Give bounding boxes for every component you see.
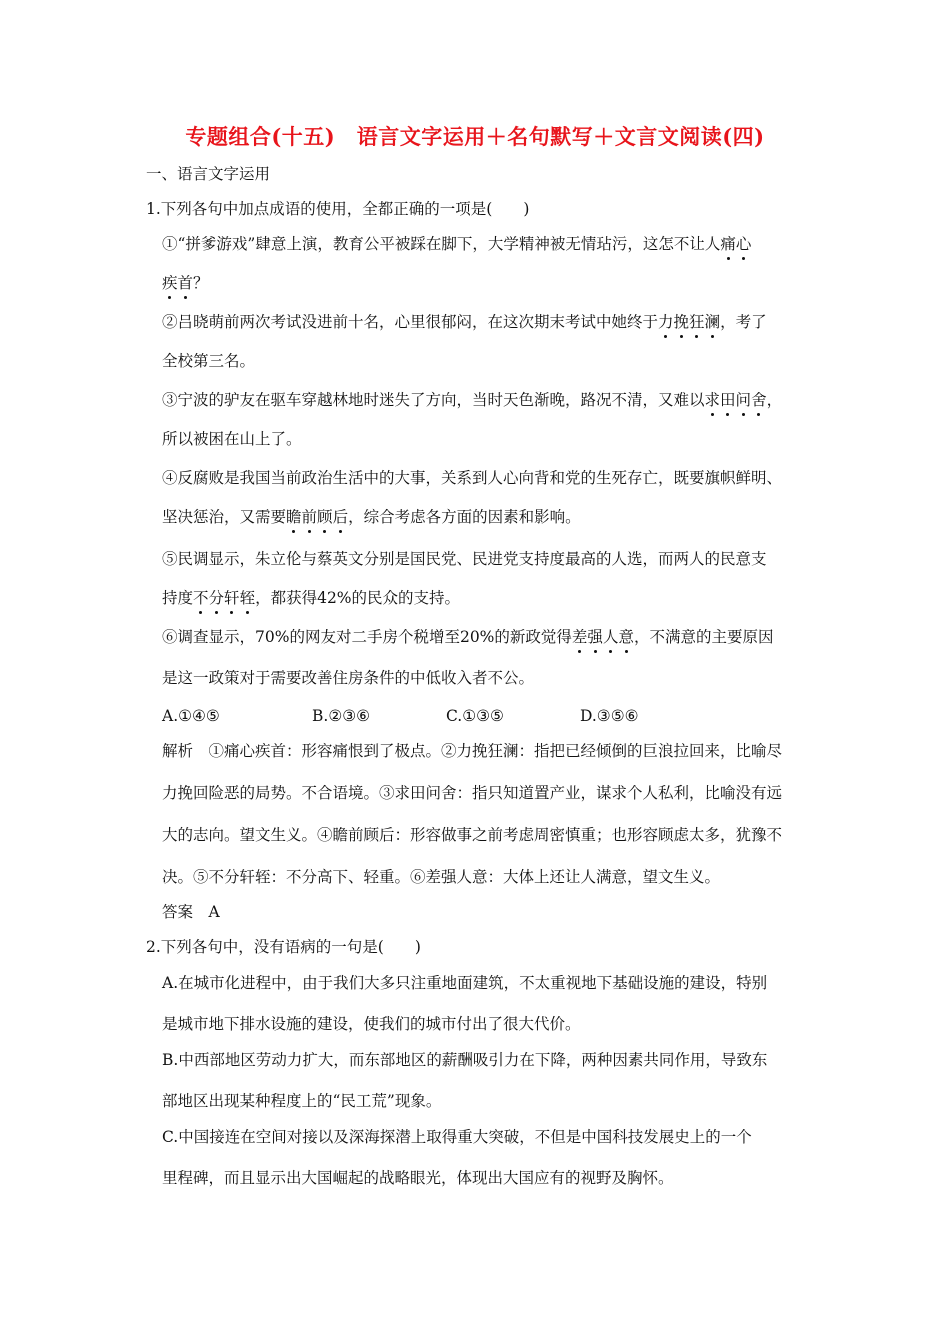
dotted-idiom: 痛心 — [720, 235, 752, 253]
dotted-idiom: 不分轩轾 — [193, 589, 256, 607]
q1-sentence-3-line-2: 所以被困在山上了。 — [162, 430, 302, 448]
q1-analysis-line-3: 大的志向。望文生义。④瞻前顾后：形容做事之前考虑周密慎重；也形容顾虑太多，犹豫不 — [162, 826, 783, 844]
q1-sentence-4-line-1: ④反腐败是我国当前政治生活中的大事，关系到人心向背和党的生死存亡，既要旗帜鲜明、 — [162, 469, 783, 487]
dotted-idiom: 力挽狂澜 — [658, 313, 721, 331]
q1-sentence-6-line-1: ⑥调查显示，70%的网友对二手房个税增至20%的新政觉得差强人意，不满意的主要原因 — [162, 628, 774, 646]
q2-line-3: B.中西部地区劳动力扩大，而东部地区的薪酬吸引力在下降，两种因素共同作用，导致东 — [162, 1051, 768, 1069]
q1-analysis-line-4: 决。⑤不分轩轾：不分高下、轻重。⑥差强人意：大体上还让人满意，望文生义。 — [162, 868, 721, 886]
q1-sentence-1-line-1: ①“拼爹游戏”肆意上演，教育公平被踩在脚下，大学精神被无情玷污，这怎不让人痛心 — [162, 235, 752, 253]
q1-answer: 答案 A — [162, 903, 220, 921]
section-heading: 一、语言文字运用 — [146, 165, 271, 183]
q2-line-4: 部地区出现某种程度上的“民工荒”现象。 — [162, 1092, 442, 1110]
q1-sentence-2-line-1: ②吕晓萌前两次考试没进前十名，心里很郁闷，在这次期末考试中她终于力挽狂澜，考了 — [162, 313, 767, 331]
dotted-idiom: 求田问舍 — [704, 391, 767, 409]
option-d: D.③⑤⑥ — [580, 707, 639, 725]
q1-analysis-line-2: 力挽回险恶的局势。不合语境。③求田问舍：指只知道置产业，谋求个人私利，比喻没有远 — [162, 784, 783, 802]
q1-sentence-5-line-2: 持度不分轩轾，都获得42%的民众的支持。 — [162, 589, 461, 607]
question-1-stem: 1.下列各句中加点成语的使用，全都正确的一项是( ) — [146, 200, 530, 218]
q1-options — [162, 706, 639, 726]
q2-line-6: 里程碑，而且显示出大国崛起的战略眼光，体现出大国应有的视野及胸怀。 — [162, 1169, 674, 1187]
q1-sentence-2-line-2: 全校第三名。 — [162, 352, 256, 370]
q2-line-1: A.在城市化进程中，由于我们大多只注重地面建筑，不太重视地下基础设施的建设，特别 — [162, 974, 768, 992]
q1-sentence-5-line-1: ⑤民调显示，朱立伦与蔡英文分别是国民党、民进党支持度最高的人选，而两人的民意支 — [162, 550, 767, 568]
q1-sentence-1-line-2: 疾首？ — [162, 274, 209, 292]
option-a: A.①④⑤ — [162, 707, 220, 725]
dotted-idiom: 疾首 — [162, 274, 194, 292]
dotted-idiom: 瞻前顾后 — [286, 508, 349, 526]
page-title: 专题组合(十五) 语言文字运用＋名句默写＋文言文阅读(四) — [185, 124, 765, 149]
q1-sentence-3-line-1: ③宁波的驴友在驱车穿越林地时迷失了方向，当时天色渐晚，路况不清，又难以求田问舍， — [162, 391, 783, 409]
q2-line-2: 是城市地下排水设施的建设，使我们的城市付出了很大代价。 — [162, 1015, 581, 1033]
q2-line-5: C.中国接连在空间对接以及深海探潜上取得重大突破，不但是中国科技发展史上的一个 — [162, 1128, 752, 1146]
dotted-idiom: 差强人意 — [571, 628, 634, 646]
q1-analysis-line-1: 解析 ①痛心疾首：形容痛恨到了极点。②力挽狂澜：指把已经倾倒的巨浪拉回来，比喻尽 — [162, 742, 783, 760]
option-b: B.②③⑥ — [312, 707, 371, 725]
q1-sentence-6-line-2: 是这一政策对于需要改善住房条件的中低收入者不公。 — [162, 669, 535, 687]
option-c: C.①③⑤ — [446, 707, 504, 725]
q1-sentence-4-line-2: 坚决惩治，又需要瞻前顾后，综合考虑各方面的因素和影响。 — [162, 508, 581, 526]
question-2-stem: 2.下列各句中，没有语病的一句是( ) — [146, 938, 421, 956]
